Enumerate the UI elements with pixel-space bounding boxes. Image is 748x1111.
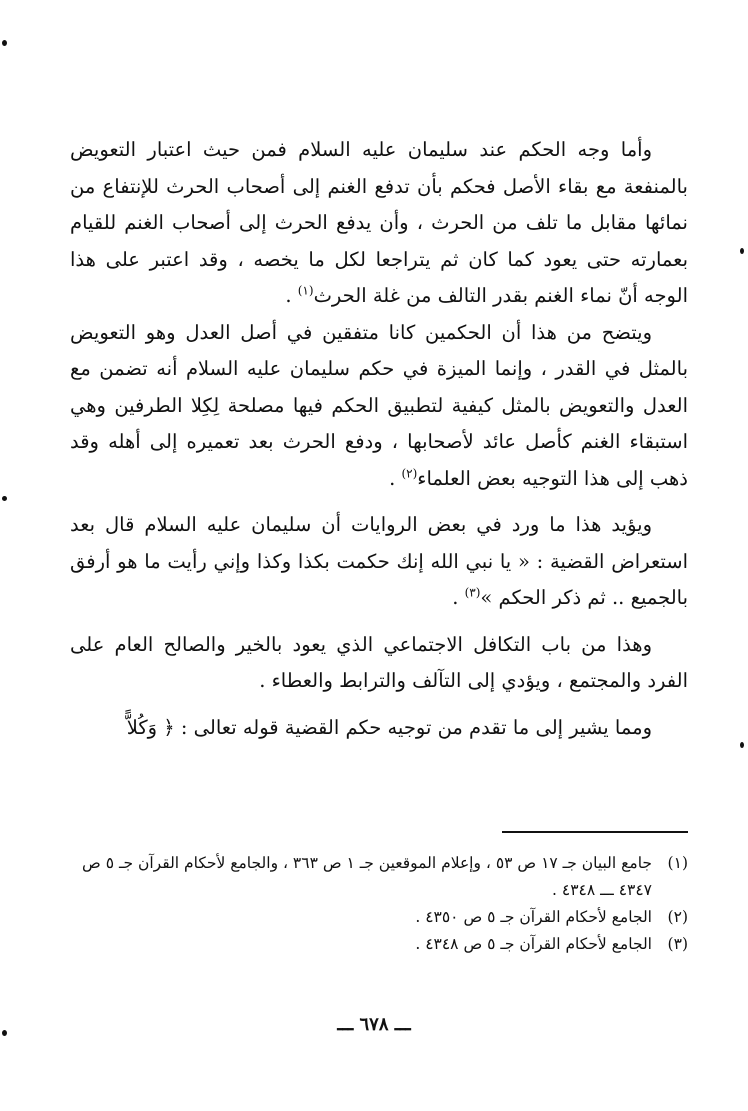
paragraph-5: ومما يشير إلى ما تقدم من توجيه حكم القضية قوله تعالى : ﴿ وَكُلاًّ <box>126 715 652 739</box>
footnote-ref-3: (٣) <box>464 585 481 600</box>
footnote-ref-2: (٢) <box>401 466 418 480</box>
scan-mark <box>740 742 744 748</box>
footnote-text: الجامع لأحكام القرآن جـ ٥ ص ٤٣٤٨ . <box>415 935 652 953</box>
footnote-number: (١) <box>667 854 688 872</box>
paragraph-3: ويؤيد هذا ما ورد في بعض الروايات أن سليمان عليه السلام قال بعد استعراض القضية : « يا نبي الله إنك حكمت بكذا وكذا وإني رأيت ما هو أرفق بالجميع .. ثم ذكر الحكم »$^{(٣)}$ . <box>70 513 688 609</box>
scan-mark <box>2 496 7 501</box>
scan-mark <box>740 248 744 254</box>
scan-mark <box>2 40 7 46</box>
footnote-text: الجامع لأحكام القرآن جـ ٥ ص ٤٣٥٠ . <box>415 908 652 926</box>
footnote-ref-1: (١) <box>297 283 314 298</box>
footnote-text: جامع البيان جـ ١٧ ص ٥٣ ، وإعلام الموقعين جـ ١ ص ٣٦٣ ، والجامع لأحكام القرآن جـ ٥ ص ٤٣٤٧ ـــ ٤٣٤٨ . <box>82 854 652 899</box>
footnote-3 <box>70 931 688 958</box>
paragraph-1: وأما وجه الحكم عند سليمان عليه السلام فمن حيث اعتبار التعويض بالمنفعة مع بقاء الأصل فحكم بأن تدفع الغنم إلى أصحاب الحرث للإنتفاع من نمائها مقابل ما تلف من الحرث ، وأن يدفع الحرث إلى أصحاب الغنم للقيام بعمارته حتى يعود كما كان ثم يتراجعا لكل ما يخصه ، وقد اعتبر على هذا الوجه أنّ نماء الغنم بقدر التالف من غلة الحرث$^{(١)}$ . <box>70 138 688 307</box>
footnote-separator <box>502 831 688 833</box>
footnote-number: (٣) <box>667 935 688 953</box>
footnote-number: (٢) <box>667 908 688 926</box>
scan-mark <box>2 1030 7 1036</box>
footnote-1 <box>70 850 688 904</box>
footnotes <box>70 850 688 958</box>
paragraph-2: ويتضح من هذا أن الحكمين كانا متفقين في أصل العدل وهو التعويض بالمثل في القدر ، وإنما الميزة في حكم سليمان عليه السلام أنه تضمن مع العدل والتعويض بالمثل كيفية لتطبيق الحكم فيها مصلحة لِكِلا الطرفين وهي استبقاء الغنم كأصل عائد لأصحابها ، ودفع الحرث بعد تعميره إلى أهله وقد ذهب إلى هذا التوجيه بعض العلماء$^{(٢)}$ . <box>70 320 688 490</box>
page-number: ـــ ٦٧٨ ـــ <box>337 1014 411 1035</box>
footnote-2 <box>70 904 688 931</box>
main-text <box>70 132 688 746</box>
paragraph-4: وهذا من باب التكافل الاجتماعي الذي يعود بالخير والصالح العام على الفرد والمجتمع ، ويؤدي إلى التآلف والترابط والعطاء . <box>70 632 688 692</box>
